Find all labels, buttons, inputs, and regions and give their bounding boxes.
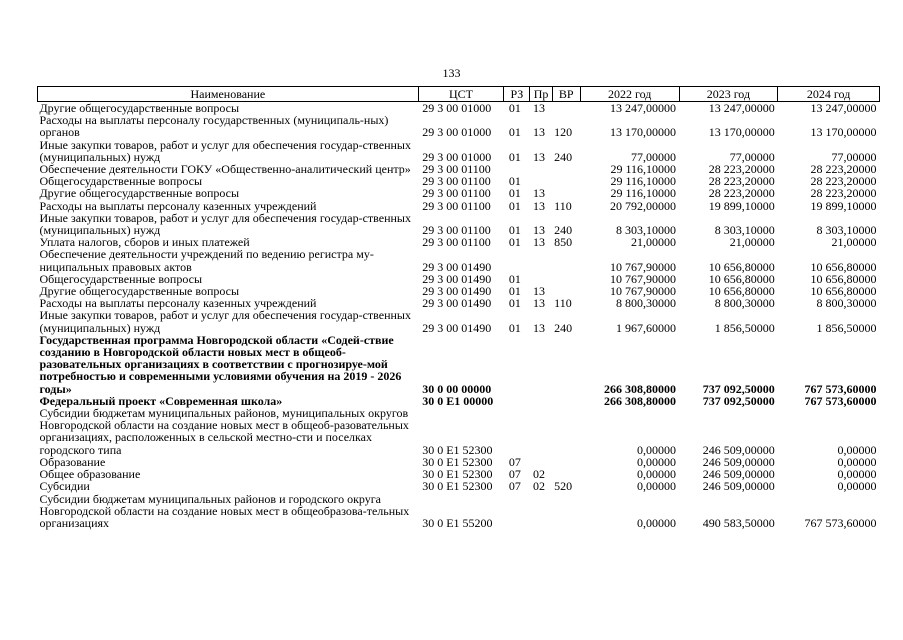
cell-2022: 77,00000 — [631, 149, 677, 164]
cell-2023: 246 509,00000 — [702, 454, 775, 469]
cell-rz: 07 — [508, 454, 521, 469]
cell-cst: 29 3 00 01100 — [422, 174, 491, 189]
page-number: 133 — [442, 66, 461, 80]
table-row — [38, 200, 880, 212]
cell-rz: 01 — [508, 198, 521, 213]
cell-2022: 1 967,60000 — [616, 320, 677, 335]
cell-2023: 8 800,30000 — [714, 296, 775, 311]
cell-rz: 07 — [508, 467, 521, 482]
cell-cst: 29 3 00 01100 — [422, 235, 491, 250]
cell-2023: 8 303,10000 — [714, 223, 775, 238]
header-2022: 2022 год — [580, 87, 679, 102]
cell-2024: 0,00000 — [837, 479, 877, 494]
cell-cst: 29 3 00 01490 — [422, 320, 492, 335]
cell-2024: 767 573,60000 — [804, 381, 877, 396]
cell-name: Государственная программа Новгородской области «Содей-ствие созданию в Новгородской области новых мест в общеоб-разовательных организациях в соответствии с прогнозируе-мой потребностью и современными условиями обучения на 2019 - 2026 годы» — [39, 332, 402, 396]
table-row — [38, 309, 880, 333]
cell-cst: 29 3 00 01000 — [422, 125, 492, 140]
cell-2022: 0,00000 — [637, 467, 677, 482]
cell-name: Иные закупки товаров, работ и услуг для обеспечения государ-ственных (муниципальных) нужд — [39, 308, 411, 335]
cell-2023: 28 223,20000 — [708, 162, 775, 177]
cell-rz: 01 — [508, 125, 521, 140]
cell-cst: 29 3 00 01100 — [422, 162, 491, 177]
cell-cst: 30 0 E1 55200 — [422, 515, 493, 530]
cell-vr — [552, 395, 580, 407]
cell-2023: 246 509,00000 — [702, 479, 775, 494]
cell-cst: 30 0 E1 00000 — [422, 393, 494, 408]
cell-rz: 01 — [508, 271, 521, 286]
cell-2022: 0,00000 — [637, 479, 677, 494]
cell-2022: 266 308,80000 — [604, 393, 677, 408]
cell-cst: 29 3 00 01490 — [422, 259, 492, 274]
cell-2022: 10 767,90000 — [610, 271, 677, 286]
cell-rz: 01 — [508, 101, 521, 115]
cell-2023: 246 509,00000 — [702, 442, 775, 457]
cell-vr — [552, 187, 580, 199]
cell-2022: 10 767,90000 — [610, 284, 677, 299]
cell-2023: 19 899,10000 — [708, 198, 775, 213]
cell-cst: 29 3 00 01100 — [422, 223, 491, 238]
cell-2024: 28 223,20000 — [810, 162, 877, 177]
cell-vr — [552, 456, 580, 468]
cell-2024: 19 899,10000 — [810, 198, 877, 213]
cell-name: Расходы на выплаты персоналу казенных учреждений — [39, 198, 317, 213]
cell-vr: 850 — [554, 235, 573, 250]
cell-name: Субсидии бюджетам муниципальных районов, муниципальных округов Новгородской области на создание новых мест в общеоб-разовательных организациях, расположенных в сельской местно-сти и поселках городского типа — [39, 406, 409, 457]
cell-rz: 01 — [508, 235, 521, 250]
cell-name: Другие общегосударственные вопросы — [39, 101, 240, 115]
cell-2024: 13 170,00000 — [810, 125, 877, 140]
cell-2024: 767 573,60000 — [804, 393, 877, 408]
cell-cst: 29 3 00 01000 — [422, 149, 492, 164]
cell-pr: 13 — [532, 284, 545, 299]
cell-rz — [504, 248, 530, 272]
cell-pr — [530, 334, 552, 395]
cell-vr — [552, 248, 580, 272]
table-row — [38, 114, 880, 138]
cell-2022: 29 116,10000 — [610, 174, 677, 189]
cell-2022: 10 767,90000 — [610, 259, 677, 274]
cell-2022: 0,00000 — [637, 442, 677, 457]
cell-2022: 0,00000 — [637, 515, 677, 530]
cell-rz: 01 — [508, 174, 521, 189]
table-row — [38, 139, 880, 163]
cell-cst: 30 0 E1 52300 — [422, 467, 493, 482]
table-row — [38, 334, 880, 395]
header-2024: 2024 год — [778, 87, 880, 102]
cell-2024: 28 223,20000 — [810, 174, 877, 189]
cell-2023: 10 656,80000 — [708, 284, 775, 299]
header-name: Наименование — [38, 87, 419, 102]
cell-2024: 0,00000 — [837, 467, 877, 482]
cell-2024: 13 247,00000 — [810, 101, 877, 115]
cell-rz: 01 — [508, 284, 521, 299]
cell-2022: 29 116,10000 — [610, 186, 677, 201]
cell-cst: 30 0 E1 52300 — [422, 479, 493, 494]
cell-name: Иные закупки товаров, работ и услуг для обеспечения государ-ственных (муниципальных) нужд — [39, 210, 411, 238]
cell-name: Обеспечение деятельности ГОКУ «Общественно-аналитический центр» — [39, 162, 411, 177]
cell-rz — [504, 334, 530, 395]
cell-2023: 21,00000 — [729, 235, 775, 250]
cell-rz: 01 — [508, 149, 521, 164]
cell-pr: 13 — [532, 198, 545, 213]
cell-vr: 240 — [554, 320, 573, 335]
cell-name: Другие общегосударственные вопросы — [39, 186, 240, 201]
cell-2024: 10 656,80000 — [810, 259, 877, 274]
cell-pr: 13 — [532, 186, 545, 201]
cell-2023: 13 247,00000 — [708, 101, 775, 115]
table-row — [38, 407, 880, 456]
cell-pr: 13 — [532, 320, 545, 335]
cell-pr — [530, 407, 552, 456]
cell-pr: 13 — [532, 125, 545, 140]
cell-2022: 20 792,00000 — [610, 198, 677, 213]
cell-cst: 29 3 00 01100 — [422, 198, 491, 213]
cell-name: Субсидии бюджетам муниципальных районов и городского округа Новгородской области на создание новых мест в общеобразова-тельных организациях — [39, 491, 410, 530]
cell-2023: 246 509,00000 — [702, 467, 775, 482]
cell-vr: 240 — [554, 149, 573, 164]
cell-cst: 29 3 00 01100 — [422, 186, 491, 201]
budget-table — [37, 86, 880, 529]
cell-2023: 10 656,80000 — [708, 259, 775, 274]
cell-rz — [504, 407, 530, 456]
cell-name: Федеральный проект «Современная школа» — [39, 393, 283, 408]
cell-cst: 29 3 00 01490 — [422, 284, 492, 299]
cell-vr — [552, 163, 580, 175]
cell-2024: 21,00000 — [831, 235, 877, 250]
cell-pr: 13 — [532, 235, 545, 250]
cell-2024: 10 656,80000 — [810, 271, 877, 286]
cell-2022: 8 303,10000 — [616, 223, 677, 238]
cell-rz — [504, 395, 530, 407]
cell-2023: 737 092,50000 — [702, 393, 775, 408]
cell-cst: 30 0 E1 52300 — [422, 454, 493, 469]
cell-vr — [552, 493, 580, 530]
table-row — [38, 248, 880, 272]
cell-cst: 30 0 00 00000 — [422, 381, 492, 396]
cell-pr: 13 — [532, 101, 545, 115]
cell-name: Расходы на выплаты персоналу казенных учреждений — [39, 296, 317, 311]
cell-2024: 0,00000 — [837, 442, 877, 457]
cell-name: Общее образование — [39, 467, 141, 482]
cell-rz: 01 — [508, 186, 521, 201]
cell-2023: 1 856,50000 — [714, 320, 775, 335]
cell-vr — [552, 273, 580, 285]
cell-rz: 01 — [508, 223, 521, 238]
cell-rz: 01 — [508, 296, 521, 311]
cell-2024: 10 656,80000 — [810, 284, 877, 299]
cell-pr — [530, 395, 552, 407]
cell-name: Уплата налогов, сборов и иных платежей — [39, 235, 250, 250]
cell-vr: 120 — [554, 125, 573, 140]
cell-name: Обеспечение деятельности учреждений по ведению регистра му-ниципальных правовых актов — [39, 247, 374, 274]
cell-2024: 8 800,30000 — [816, 296, 877, 311]
cell-cst: 30 0 E1 52300 — [422, 442, 493, 457]
cell-vr — [552, 175, 580, 187]
cell-2023: 28 223,20000 — [708, 186, 775, 201]
table-row — [38, 480, 880, 492]
cell-2024: 1 856,50000 — [816, 320, 877, 335]
cell-name: Расходы на выплаты персоналу государственных (муниципаль-ных) органов — [39, 113, 389, 140]
cell-pr — [530, 493, 552, 530]
cell-2023: 10 656,80000 — [708, 271, 775, 286]
header-cst: ЦСТ — [418, 87, 504, 102]
cell-rz: 01 — [508, 320, 521, 335]
cell-2023: 737 092,50000 — [702, 381, 775, 396]
cell-2023: 490 583,50000 — [702, 515, 775, 530]
cell-2023: 13 170,00000 — [708, 125, 775, 140]
cell-name: Субсидии — [39, 479, 90, 494]
cell-2022: 8 800,30000 — [616, 296, 677, 311]
cell-2022: 266 308,80000 — [604, 381, 677, 396]
cell-2024: 0,00000 — [837, 454, 877, 469]
cell-rz: 07 — [508, 479, 521, 494]
cell-rz — [504, 493, 530, 530]
cell-2022: 13 247,00000 — [610, 101, 677, 115]
cell-pr: 13 — [532, 149, 545, 164]
table-row — [38, 187, 880, 199]
cell-2024: 767 573,60000 — [804, 515, 877, 530]
cell-name: Иные закупки товаров, работ и услуг для обеспечения государ-ственных (муниципальных) нужд — [39, 137, 411, 164]
table-header-row — [38, 87, 880, 102]
cell-vr — [552, 407, 580, 456]
cell-name: Общегосударственные вопросы — [39, 174, 203, 189]
table-body — [38, 102, 880, 530]
cell-cst: 29 3 00 01490 — [422, 296, 492, 311]
cell-vr: 110 — [554, 198, 572, 213]
cell-vr — [552, 334, 580, 395]
cell-vr: 110 — [554, 296, 572, 311]
header-2023: 2023 год — [679, 87, 778, 102]
cell-2024: 8 303,10000 — [816, 223, 877, 238]
cell-vr: 240 — [554, 223, 573, 238]
header-pr: Пр — [530, 87, 552, 102]
header-rz: РЗ — [504, 87, 530, 102]
table-row — [38, 212, 880, 236]
cell-pr: 13 — [532, 296, 545, 311]
header-vr: ВР — [552, 87, 580, 102]
cell-vr — [552, 102, 580, 115]
cell-2022: 21,00000 — [631, 235, 677, 250]
cell-2022: 13 170,00000 — [610, 125, 677, 140]
cell-2023: 77,00000 — [729, 149, 775, 164]
cell-pr — [530, 163, 552, 175]
cell-pr — [530, 248, 552, 272]
cell-vr: 520 — [554, 479, 573, 494]
cell-cst: 29 3 00 01490 — [422, 271, 492, 286]
cell-2023: 28 223,20000 — [708, 174, 775, 189]
cell-name: Другие общегосударственные вопросы — [39, 284, 240, 299]
cell-name: Общегосударственные вопросы — [39, 271, 203, 286]
cell-2022: 29 116,10000 — [610, 162, 677, 177]
cell-2024: 77,00000 — [831, 149, 877, 164]
cell-pr: 13 — [532, 223, 545, 238]
table-row — [38, 493, 880, 530]
cell-pr: 02 — [532, 479, 545, 494]
cell-pr: 02 — [532, 467, 545, 482]
cell-2022: 0,00000 — [637, 454, 677, 469]
cell-name: Образование — [39, 454, 106, 469]
cell-2024: 28 223,20000 — [810, 186, 877, 201]
cell-cst: 29 3 00 01000 — [422, 101, 492, 115]
